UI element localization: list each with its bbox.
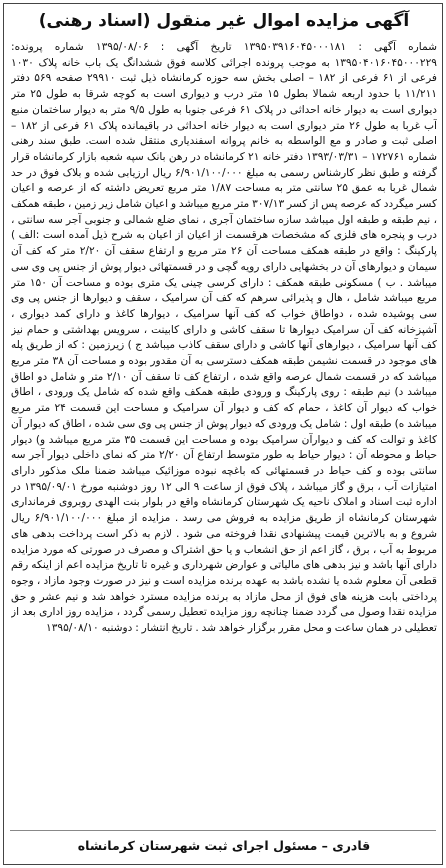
notice-body: شماره آگهی : ۱۳۹۵۰۳۹۱۶۰۴۵۰۰۰۱۸۱ تاریخ آگهی : ۱۳۹۵/۰۸/۰۶ شماره پرونده: ۱۳۹۵۰۴۰۱۶۰۴۵۰۰۰۲۲۹ به موجب پرونده اجرائی کلاسه فوق ششدانگ یک باب خانه پلاک ۱۰۳۰ فرعی از ۶۱ فرعی از ۱۸۲ – اصلی بخش سه حوزه کرمانشاه ذیل ثبت ۲۹۹۱۰ صفحه ۵۶۹ دفتر ۱۱/۲۱۱ با حدود اربعه شمالا بطول ۱۵ متر درب و دیواری است به کوچه شرقا به طول ۲۵ متر دیواری است به دیوار خانه احداثی در پلاک ۶۱ فرعی جنوبا به طول ۹/۵ متر به دیوار ساختمان منبع آب غربا به طول ۲۶ متر دیواری است به دیوار خانه احداثی در باقیمانده پلاک ۶۱ فرعی از ۱۸۲ – اصلی ثبت و صادر و مع الواسطه به خانم پروانه اسفندیاری منتقل شده است. طبق سند رهنی شماره ۱۷۲۷۶۱ – ۱۳۹۳/۰۳/۳۱ دفتر خانه ۲۱ کرمانشاه در رهن بانک سپه شعبه بازار کرمانشاه قرار گرفته و طبق نظر کارشناس رسمی به مبلغ ۶/۹۰۱/۱۰۰/۰۰۰ ریال ارزیابی شده و بلاک فوق در حد شمال غربا به عمق ۲۵ سانتی متر به مساحت ۱/۸۷ متر مربع تعریض داشته که از عرصه و اعیان کسر میگردد که عرصه پس از کسر ۳۰۷/۱۳ متر مربع میباشد و اعیان شامل زیر زمین ، طبقه همکف ، نیم طبقه و طبقه اول میباشد سازه ساختمان آجری ، نمای ضلع شمالی و جنوبی آجر سه سانتی ، درب و پنجره های فلزی که مشخصات هرقسمت از اعیان از اعیان به شرح ذیل آمده است :الف ) پارکینگ : واقع در طبقه همکف مساحت آن ۲۶ متر مربع و ارتفاع سقف آن ۲/۲۰ متر که کف آن سیمان و دیوارهای آن در بخشهایی دارای رویه گچی و در قسمتهائی دیوار پوش از جنس پی وی سی میباشد . ب ) مسکونی طبقه همکف : دارای کرسی چینی یک متری بوده و مساحت آن ۱۵۰ متر مربع میباشد شامل ، هال و پذیرائی سرهم که کف آن سرامیک ، سقف و دیوارها از جنس پی وی سی پوشیده شده ، دواطاق خواب که کف آنها سرامیک ، دیوارها کاغذ و دارای کمد دیواری ، آشپزخانه کف آن سرامیک دیوارها تا سقف کاشی و دارای کابینت ، سرویس بهداشتی و حمام نیز کف آنها سرامیک ، دیوارهای آنها کاشی و دارای سقف کاذب میباشد ج ) زیرزمین : که از طریق پله های موجود در قسمت نشیمن طبقه همکف دسترسی به آن مقدور بوده و مساحت آن ۳۸ متر مربع میباشد که در قسمت شمال عرصه واقع شده ، ارتفاع کف تا سقف آن ۲/۱۰ متر و شامل دو اطاق میباشد د) نیم طبقه : روی پارکینگ و ورودی طبقه همکف واقع شده که شامل یک ورودی ، اطاق خواب که دیوار آن کاغذ ، حمام که کف و دیوار آن سرامیک و مساحت این قسمت ۲۴ متر مربع میباشد ه) طبقه اول : شامل یک ورودی که دیوار پوش از جنس پی وی سی شده ، اطاق که دیوار آن کاغذ و توالت که کف و دیوارآن سرامیک بوده و مساحت این قسمت ۳۵ متر مربع میباشد و) دیوار حیاط و محوطه آن : دیوار حیاط به طور متوسط ارتفاع آن ۲/۲۰ متر که نمای داخلی دیوار آجر سه سانتی بوده و کف حیاط در قسمتهائی که باغچه نبوده موزائیک میباشد ضمنا ملک مذکور دارای امتیازات آب ، برق و گاز میباشد ، پلاک فوق از ساعت ۹ الی ۱۲ روز دوشنبه مورخ ۱۳۹۵/۰۹/۰۱ در اداره ثبت اسناد و املاک ناحیه یک شهرستان کرمانشاه واقع در بلوار بنت الهدی روبروی فرمانداری شهرستان کرمانشاه از طریق مزایده به فروش می رسد . مزایده از مبلغ ۶/۹۰۱/۱۰۰/۰۰۰ ریال شروع و به بالاترین قیمت پیشنهادی نقدا فروخته می شود . لازم به ذکر است پرداخت بدهی های مربوط به آب ، برق ، گاز اعم از حق انشعاب و یا حق اشتراک و مصرف در صورتی که مورد مزایده دارای آنها باشد و نیز بدهی های مالیاتی و عوارض شهرداری و غیره تا تاریخ مزایده اعم از اینکه رقم قطعی آن معلوم شده یا نشده باشد به عهده برنده مزایده است و نیز در صورت وجود مازاد ، وجوه پرداختی بابت هزینه های فوق از محل مازاد به برنده مزایده مسترد خواهد شد و نیم عشر و حق مزایده نقدا وصول می گردد ضمنا چنانچه روز مزایده تعطیل رسمی گردد ، مزایده روز اداری بعد از تعطیلی در همان ساعت و محل مقرر برگزار خواهد شد . تاریخ انتشار : دوشنبه ۱۳۹۵/۰۸/۱۰ (11, 41, 437, 635)
notice-signature: قادری – مسئول اجرای ثبت شهرستان کرمانشاه (77, 838, 371, 853)
notice-frame (3, 3, 443, 865)
signature-divider (10, 830, 436, 831)
notice-title: آگهی مزایده اموال غیر منقول (اسناد رهنی) (38, 11, 410, 31)
